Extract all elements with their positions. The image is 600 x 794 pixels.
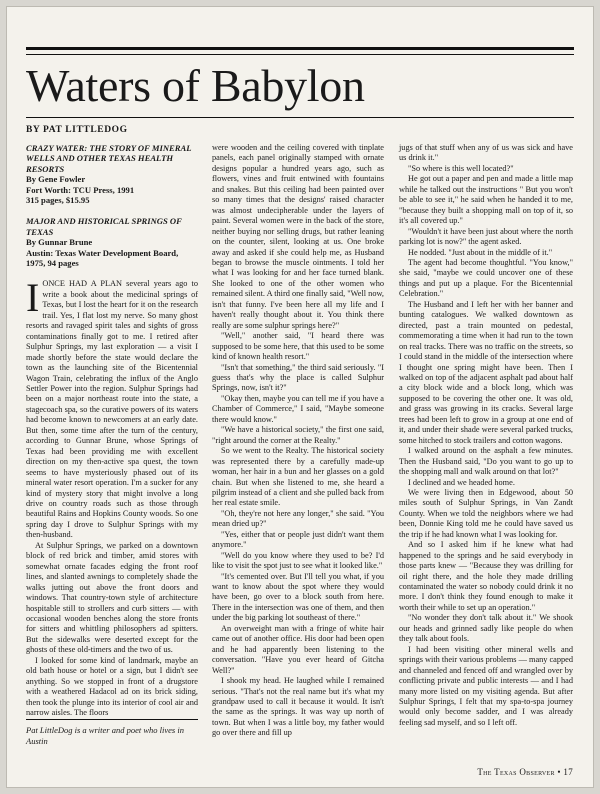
- paragraph: I walked around on the asphalt a few minutes. Then the Husband said, "Do you want to go up to the shopping mall and walk around on that lot?": [399, 446, 573, 477]
- paragraph: "Okay then, maybe you can tell me if you have a Chamber of Commerce," I said, "Maybe someone there would know.": [212, 393, 384, 424]
- paragraph: He nodded. "Just about in the middle of it.": [408, 247, 553, 257]
- book-title: MAJOR AND HISTORICAL SPRINGS OF TEXAS: [26, 216, 182, 237]
- paragraph: The Husband and I left her with her banner and bunting catalogues. We walked downtown as directed, past a train mounted on pedestal, commemorating a time when it had run to the town on real tracks. There was no traffic on the streets, so I could stand in the middle of the intersection where I thought one spring might have been. Then I walked on top of the adjacent asphalt pad about half a city block wide and a block long, which was supposed to be covering the other one. It was old, and grass was growing in its cracks. Several large trees had been left to grow in a group at one end of it, and under their shade were several parked trucks, some hitched to stock trailers and cotton wagons.: [399, 299, 573, 445]
- book-info-1: [26, 143, 198, 205]
- top-rule-thin: [26, 54, 574, 55]
- column-2: [212, 143, 384, 739]
- paragraph: He got out a paper and pen and made a little map while he talked out the instructions " But you won't be able to see it," he said when he handed it to me, "because they built a shopping mall on top of it, so it's all covered up.": [399, 174, 573, 226]
- paragraph: "So where is this well located?": [408, 163, 514, 173]
- publication-name: The Texas Observer: [477, 767, 555, 777]
- column-1: [26, 143, 198, 719]
- page-number: 17: [563, 767, 573, 777]
- paragraph: "It's cemented over. But I'll tell you what, if you want to know about the spot where they would have been, go over to a block south from here. There in the intersection was one of them, and then under the big parking lot southeast of there.": [212, 571, 384, 623]
- title-rule: [26, 117, 574, 118]
- book-publisher: Austin: Texas Water Development Board, 1975, 94 pages: [26, 247, 179, 269]
- lead-paragraph: [26, 275, 198, 540]
- lead-text: ONCE HAD A PLAN several years ago to write a book about the medicinal springs of Texas, but I lost the heart for it on the research trail. Yes, I flat lost my nerve. So many ghost resorts and ravaged spirit tales and sights of gross contaminations finally got to me. I retired after Sulphur Springs, my last exploration — a visit I made shortly before the state would declare the town as the launching site of the Bicentennial Wagon Train, celebrating the influx of the Anglo Settler Power into the region. Sulphur Springs had been on a major northeast route into the state, a stagecoach spa, so the curative powers of its waters had become known to newcomers at an early date. But then, some time after the turn of the century, according to Gunnar Brune, whose Springs of Texas had been providing me with excellent direction on my then-active spa quest, the town seems to have mysteriously phased out of its mineral water resort operation. I'm a sucker for any kind of mystery story that might involve a long drive on country roads such as those through beautiful Rains and Hopkins County woods. So one spring day I drove to Sulphur Springs with my then-husband.: [26, 279, 198, 540]
- paragraph: "Well do you know where they used to be? I'd like to visit the spot just to see what it looked like.": [212, 550, 384, 571]
- byline: BY PAT LITTLEDOG: [26, 125, 128, 135]
- paragraph: "Isn't that something," the third said seriously. "I guess that's why the place is called Sulphur Springs, now, isn't it?": [212, 362, 384, 393]
- paragraph: "Well," another said, "I heard there was supposed to be some here, that this used to be some kind of known health resort.": [212, 331, 384, 362]
- paragraph: "We have a historical society," the first one said, "right around the corner at the Realty.": [212, 425, 384, 445]
- paragraph: At Sulphur Springs, we parked on a downtown block of red brick and timber, amid stores with somewhat ornate facades edging the front roof lines, and slanted awnings to completely shade the walks jutting out above the front doors and windows. That country-town style of architecture hospitable still to strollers and curb sitters — with occasional wooden benches along the store fronts for sitters and whittling philosophers ad spitters. But the sidewalks were deserted except for the ghosts of these old-timers and the two of us.: [26, 540, 198, 655]
- paragraph: I shook my head. He laughed while I remained serious. "That's not the real name but it's what my grandpaw used to call it because it would. It isn't the same as the springs. It was way up north of town. But when I was a little boy, my father would go over there and fill up: [212, 676, 384, 738]
- book-author: By Gene Fowler: [26, 174, 86, 185]
- author-bio: Pat LittleDog is a writer and poet who lives in Austin: [26, 725, 184, 746]
- book-info-2: [26, 216, 198, 268]
- book-author: By Gunnar Brune: [26, 237, 93, 248]
- paragraph: And so I asked him if he knew what had happened to the springs and he said everybody in those parts knew — "Because they was drilling for oil right there, and the hole they made drilling contaminated the water so nobody could drink it no more. I don't think they found enough to make it worth their while to set up an operation.": [399, 540, 573, 612]
- paragraph: So we went to the Realty. The historical society was represented there by a carefully made-up woman, her hair in a bun and her glasses on a gold chain. But when she listened to me, she heard a pilgrim instead of a client and she pulled back from her real estate smile.: [212, 446, 384, 508]
- paragraph: The agent had become thoughtful. "You know," she said, "maybe we could uncover one of these things and put up a plaque. For the Bicentennial Celebration.": [399, 257, 573, 299]
- drop-cap: I: [26, 275, 40, 321]
- paragraph: We were living then in Edgewood, about 50 miles south of Sulphur Springs, in Van Zandt County. When we told the neighbors where we had been, Donnie King told me he could have saved us the trip if he had known what I was looking for.: [399, 487, 573, 539]
- article-title: Waters of Babylon: [26, 60, 365, 111]
- paragraph: "Wouldn't it have been just about where the north parking lot is now?" the agent asked.: [399, 226, 573, 247]
- book-publisher: Fort Worth: TCU Press, 1991: [26, 184, 135, 195]
- paragraph: were wooden and the ceiling covered with tinplate panels, each panel originally stamped with ornate designs popular a hundred years ago, such as flowers, vines and fruit entwined with fountains and snakes. But this ceiling had been painted over so many times that the designs' raised character was almost undecipherable under the layers of paint. Several women were in the back of the store, neither buying nor selling drugs, but rather leaning on the counter, silent, looking at us. One broke away and asked if she could help me, as Husband began to browse the muscle ointments. I told her what I was looking for and her face turned blank. She looked to one of the other women who remained silent. A third one finally said, "Well now, isn't that funny. I've been here all my life and I haven't really thought about it. You think there really are some sulphur springs here?": [212, 143, 385, 330]
- paragraph: jugs of that stuff when any of us was sick and have us drink it.": [399, 143, 573, 163]
- magazine-page: [6, 6, 594, 788]
- page-footer: [477, 767, 573, 777]
- top-rule: [26, 47, 574, 50]
- paragraph: I looked for some kind of landmark, maybe an old bath house or hotel or a sign, but I didn't see anything. So we stopped in front of a drugstore with a weathered Hadacol ad on its brick siding, then took the plunge into its interior of cool air and narrow aisles. The floors: [26, 655, 198, 718]
- book-title: CRAZY WATER: THE STORY OF MINERAL WELLS AND OTHER TEXAS HEALTH RESORTS: [26, 143, 192, 174]
- bio-rule: [26, 719, 198, 720]
- paragraph: "Yes, either that or people just didn't want them anymore.": [212, 529, 384, 550]
- book-details: 315 pages, $15.95: [26, 195, 90, 206]
- paragraph: I declined and we headed home.: [408, 477, 515, 487]
- paragraph: An overweight man with a fringe of white hair came out of another office. His door had been open and he had apparently been listening to the conversation. "Have you ever heard of Gitcha Well?": [212, 623, 384, 675]
- footer-separator: •: [557, 767, 561, 777]
- paragraph: I had been visiting other mineral wells and springs with their various problems — many capped and channeled and fenced off and wrangled over by conflicting private and public interests — and I had many more listed on my visiting agenda. But after Sulphur Springs, I felt that my spa-to-spa journey would only become sadder, and I was already feeling sad myself, and so I left off.: [399, 644, 573, 727]
- column-3: [399, 143, 573, 728]
- paragraph: "Oh, they're not here any longer," she said. "You mean dried up?": [212, 508, 384, 529]
- paragraph: "No wonder they don't talk about it." We shook our heads and grinned sadly like people do when they talk about fools.: [399, 613, 573, 644]
